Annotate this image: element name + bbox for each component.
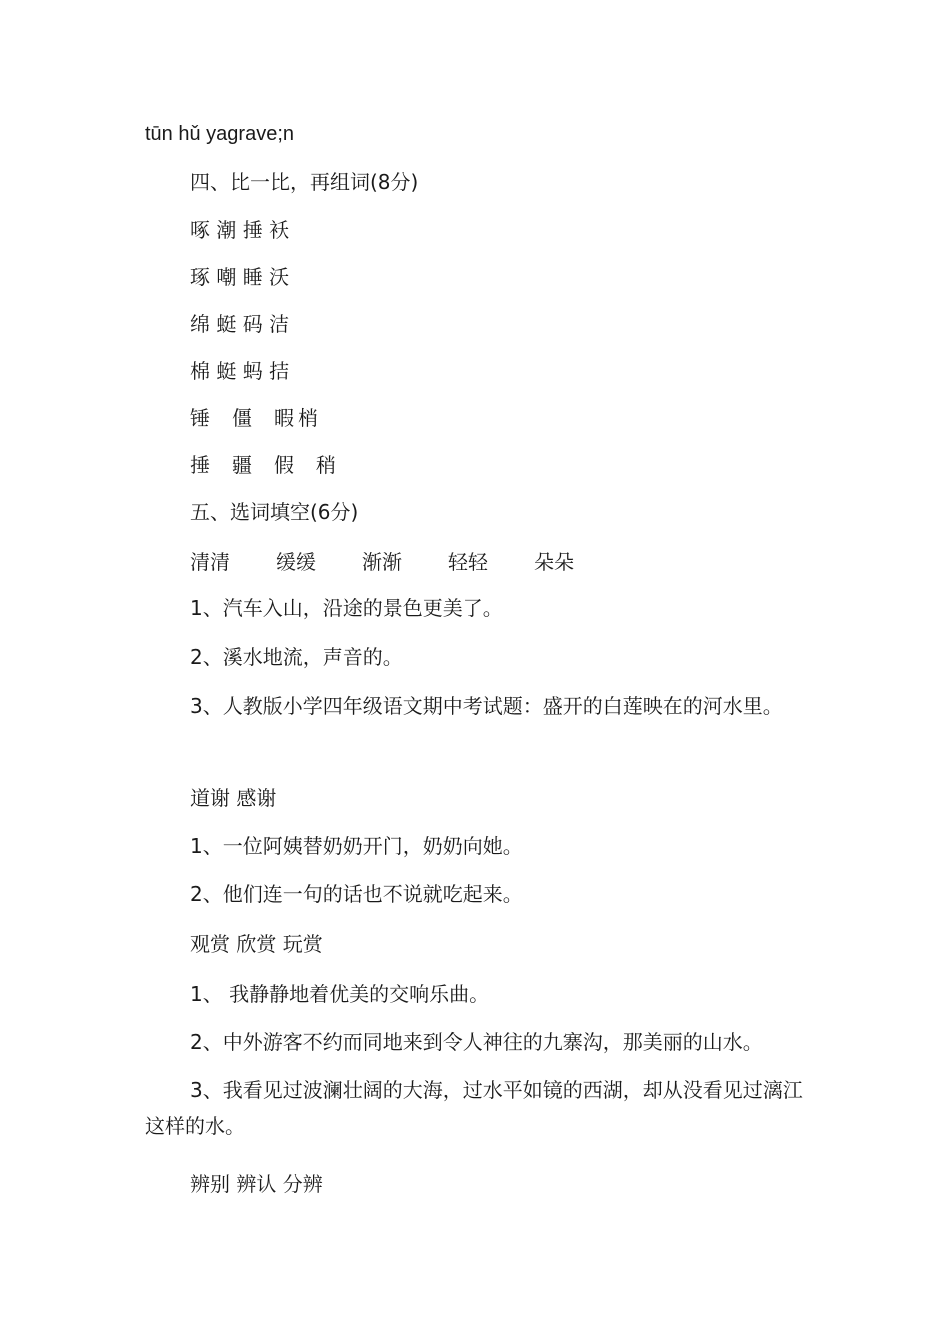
compare-row-1: 啄 潮 捶 袄 — [190, 218, 290, 242]
choice-word: 缓缓 — [276, 550, 316, 574]
row5-char: 梢 — [298, 406, 318, 430]
choice-word: 轻轻 — [448, 550, 488, 574]
group3-question-2: 2、中外游客不约而同地来到令人神往的九寨沟，那美丽的山水。 — [190, 1030, 763, 1054]
row6-char: 假 — [274, 453, 294, 477]
row5-char: 暇 — [274, 406, 294, 430]
group2-question-1: 1、一位阿姨替奶奶开门，奶奶向她。 — [190, 834, 523, 858]
section-4-title: 四、比一比，再组词(8分) — [190, 170, 419, 194]
choice-word: 渐渐 — [362, 550, 402, 574]
pinyin-line: tūn hǔ yagrave;n — [145, 123, 294, 145]
group3-question-3: 3、我看见过波澜壮阔的大海，过水平如镜的西湖，却从没看见过漓江这样的水。 — [145, 1078, 803, 1138]
compare-row-3: 绵 蜓 码 洁 — [190, 312, 290, 336]
row6-char: 稍 — [316, 453, 336, 477]
row6-char: 捶 — [190, 453, 210, 477]
group3-question-1: 1、 我静静地着优美的交响乐曲。 — [190, 982, 490, 1006]
group2-question-2: 2、他们连一句的话也不说就吃起来。 — [190, 882, 523, 906]
row5-char: 僵 — [232, 406, 252, 430]
word-group-3: 观赏 欣赏 玩赏 — [190, 932, 323, 956]
word-group-2: 道谢 感谢 — [190, 786, 277, 810]
choice-word: 朵朵 — [534, 550, 574, 574]
compare-row-6 — [190, 453, 358, 477]
compare-row-5 — [190, 406, 340, 430]
row5-char: 锤 — [190, 406, 210, 430]
question-3: 3、人教版小学四年级语文期中考试题：盛开的白莲映在的河水里。 — [190, 694, 783, 718]
compare-row-2: 琢 嘲 睡 沃 — [190, 265, 290, 289]
section-5-title: 五、选词填空(6分) — [190, 500, 359, 524]
choice-word: 清清 — [190, 550, 230, 574]
word-group-4: 辨别 辨认 分辨 — [190, 1172, 323, 1196]
question-2: 2、溪水地流，声音的。 — [190, 645, 403, 669]
compare-row-4: 棉 蜓 蚂 拮 — [190, 359, 290, 383]
row6-char: 疆 — [232, 453, 252, 477]
word-choices — [190, 550, 620, 574]
question-1: 1、汽车入山，沿途的景色更美了。 — [190, 596, 503, 620]
